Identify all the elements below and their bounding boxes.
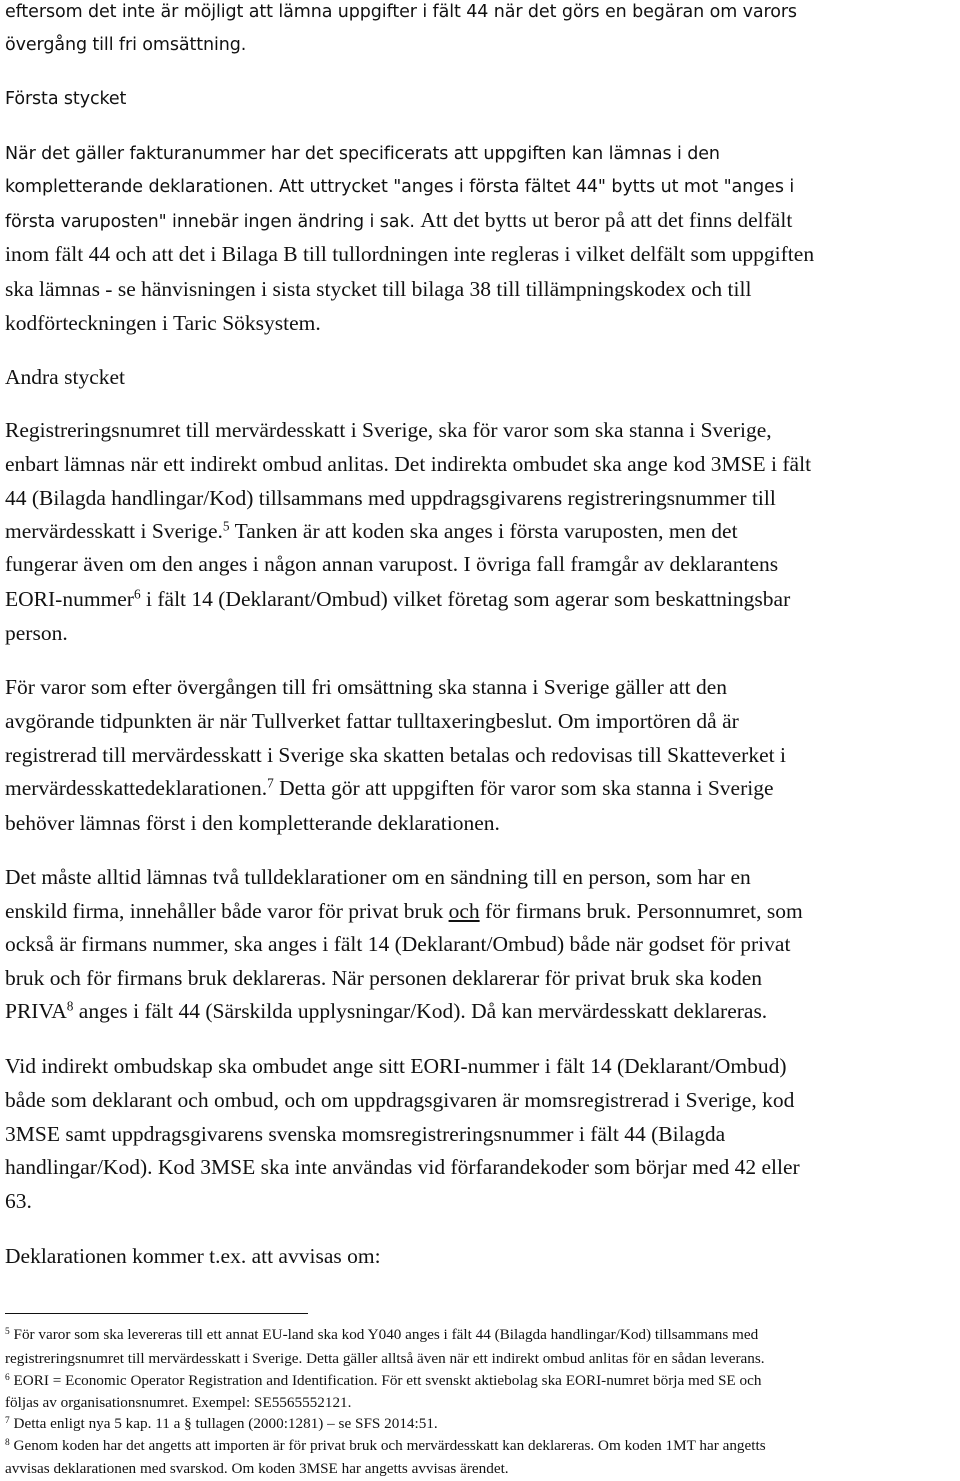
footnote-ref-8[interactable]: 8	[66, 998, 74, 1014]
forsta-line-1: När det gäller fakturanummer har det specificerats att uppgiften kan lämnas i den	[5, 144, 720, 164]
footnote-ref-6[interactable]: 6	[133, 586, 141, 602]
p3-line-4b: Detta gör att uppgiften för varor som ska stanna i Sverige	[273, 776, 774, 800]
p3-line-4a: mervärdesskattedeklarationen.	[5, 776, 268, 800]
footnote-7-line-1	[5, 1416, 438, 1431]
andra-line-2: enbart lämnas när ett indirekt ombud anlitas. Det indirekta ombudet ska ange kod 3MSE i fält	[5, 452, 812, 476]
forsta-line-3	[5, 210, 792, 232]
p4-line-2b: för firmans bruk. Personnumret, som	[479, 899, 803, 923]
andra-line-1: Registreringsnumret till mervärdesskatt i Sverige, ska för varor som ska stanna i Sverige,	[5, 418, 772, 442]
footnote-8-number: 8	[5, 1437, 10, 1448]
footnote-8-line-1	[5, 1438, 766, 1453]
emphasis-och: och	[448, 899, 480, 923]
p4-line-4: bruk och för firmans bruk deklareras. När personen deklarerar för privat bruk ska koden	[5, 966, 762, 990]
intro-line-2: övergång till fri omsättning.	[5, 35, 247, 55]
p3-line-1: För varor som efter övergången till fri omsättning ska stanna i Sverige gäller att den	[5, 675, 728, 699]
footnote-6-number: 6	[5, 1372, 10, 1383]
p5-line-2: både som deklarant och ombud, och om uppdragsgivaren är momsregistrerad i Sverige, kod	[5, 1088, 795, 1112]
andra-line-3: 44 (Bilagda handlingar/Kod) tillsammans med uppdragsgivarens registreringsnummer till	[5, 486, 776, 510]
p4-line-5	[5, 998, 768, 1023]
p5-line-5: 63.	[5, 1189, 32, 1213]
andra-line-6a: EORI-nummer	[5, 587, 134, 611]
p6-line: Deklarationen kommer t.ex. att avvisas om:	[5, 1244, 381, 1268]
footnote-rule	[5, 1313, 308, 1314]
forsta-line-3-sans: första varuposten" innebär ingen ändring i sak.	[5, 212, 421, 232]
intro-line-1: eftersom det inte är möjligt att lämna uppgifter i fält 44 när det görs en begäran om varors	[5, 2, 797, 22]
footnote-6-text-1: EORI = Economic Operator Registration and Identification. För ett svenskt aktiebolag ska EORI-numret börja med SE och	[13, 1372, 762, 1389]
p4-line-2a: enskild firma, innehåller både varor för privat bruk	[5, 899, 449, 923]
p3-line-2: avgörande tidpunkten är när Tullverket fattar tulltaxeringbeslut. Om importören då är	[5, 709, 739, 733]
p5-line-1: Vid indirekt ombudskap ska ombudet ange sitt EORI-nummer i fält 14 (Deklarant/Ombud)	[5, 1054, 787, 1078]
footnote-5-line-1	[5, 1327, 758, 1342]
footnote-5-number: 5	[5, 1326, 10, 1337]
p5-line-4: handlingar/Kod). Kod 3MSE ska inte användas vid förfarandekoder som börjar med 42 eller	[5, 1155, 800, 1179]
p3-line-4	[5, 775, 774, 800]
forsta-line-4: inom fält 44 och att det i Bilaga B till tullordningen inte regleras i vilket delfält som uppgiften	[5, 242, 815, 266]
forsta-line-6: kodförteckningen i Taric Söksystem.	[5, 311, 321, 335]
p4-line-5a: PRIVA	[5, 999, 67, 1023]
footnote-7-text-1: Detta enligt nya 5 kap. 11 a § tullagen (2000:1281) – se SFS 2014:51.	[13, 1415, 438, 1432]
p4-line-3: också är firmans nummer, ska anges i fält 14 (Deklarant/Ombud) både när godset för privat	[5, 932, 791, 956]
andra-line-4	[5, 518, 738, 543]
footnote-6-line-2: följas av organisationsnumret. Exempel: SE5565552121.	[5, 1394, 352, 1411]
forsta-line-3-serif: Att det bytts ut beror på att det finns delfält	[420, 208, 793, 232]
p5-line-3: 3MSE samt uppdragsgivarens svenska momsregistreringsnummer i fält 44 (Bilagda	[5, 1122, 726, 1146]
p4-line-5b: anges i fält 44 (Särskilda upplysningar/Kod). Då kan mervärdesskatt deklareras.	[73, 999, 768, 1023]
footnote-ref-5[interactable]: 5	[222, 518, 230, 534]
footnote-5-line-2: registreringsnumret till mervärdesskatt i Sverige. Detta gäller alltså även när ett indirekt ombud anlitas för en sådan leverans.	[5, 1350, 765, 1367]
andra-line-6b: i fält 14 (Deklarant/Ombud) vilket företag som agerar som beskattningsbar	[140, 587, 791, 611]
andra-line-5: fungerar även om den anges i någon annan varupost. I övriga fall framgår av deklarantens	[5, 552, 779, 576]
forsta-line-2: kompletterande deklarationen. Att uttrycket "anges i första fältet 44" bytts ut mot "anges i	[5, 177, 795, 197]
andra-line-6	[5, 586, 791, 611]
forsta-line-5: ska lämnas - se hänvisningen i sista stycket till bilaga 38 till tillämpningskodex och till	[5, 277, 752, 301]
andra-line-4a: mervärdesskatt i Sverige.	[5, 519, 223, 543]
andra-line-7: person.	[5, 621, 68, 645]
andra-line-4b: Tanken är att koden ska anges i första varuposten, men det	[229, 519, 738, 543]
p4-line-2	[5, 901, 803, 923]
section-heading-forsta: Första stycket	[5, 89, 127, 109]
p4-line-1: Det måste alltid lämnas två tulldeklarationer om en sändning till en person, som har en	[5, 865, 751, 889]
footnote-8-line-2: avvisas deklarationen med svarskod. Om koden 3MSE har angetts avvisas ärendet.	[5, 1460, 509, 1477]
section-heading-andra: Andra stycket	[5, 365, 126, 389]
footnote-7-number: 7	[5, 1415, 10, 1426]
footnote-6-line-1	[5, 1373, 761, 1388]
p3-line-5: behöver lämnas först i den kompletterande deklarationen.	[5, 811, 500, 835]
footnote-ref-7[interactable]: 7	[267, 775, 274, 791]
footnote-8-text-1: Genom koden har det angetts att importen är för privat bruk och mervärdesskatt kan deklareras. Om koden 1MT har angetts	[13, 1437, 766, 1454]
p3-line-3: registrerad till mervärdesskatt i Sverige ska skatten betalas och redovisas till Skatteverket i	[5, 743, 786, 767]
footnote-5-text-1: För varor som ska levereras till ett annat EU-land ska kod Y040 anges i fält 44 (Bilagda handlingar/Kod) tillsammans med	[13, 1326, 759, 1343]
